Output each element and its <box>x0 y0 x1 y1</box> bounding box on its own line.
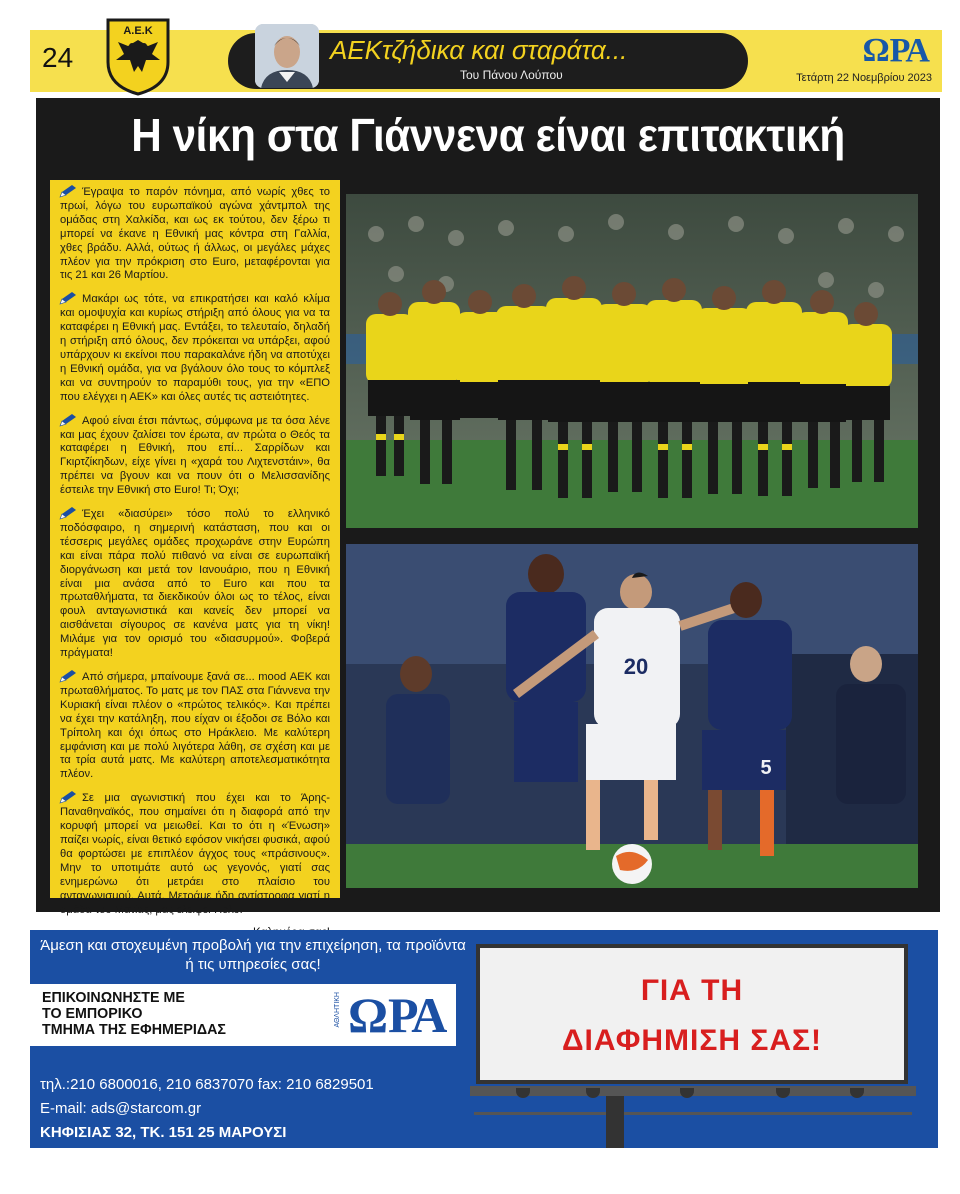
pen-icon <box>58 789 78 805</box>
aek-crest-logo <box>104 16 172 96</box>
billboard-lamp-icon <box>680 1088 694 1098</box>
page-header <box>30 25 942 92</box>
article-box <box>36 98 940 916</box>
jersey-number: 5 <box>760 757 772 779</box>
author-photo <box>255 24 319 88</box>
paragraph-text: Σε μια αγωνιστική που έχει και το Άρης-Παναθηναϊκός, που σημαίνει ότι η διαφορά από την κορυφή μπορεί να μειωθεί. Και το ότι η «Ένωση» παίζει νωρίς, είναι θετικό εφόσον νικήσει φυσικά, αφού θα φορτώσει με επιπλέον άγχος τους «πράσινους». Μην το υποτιμάτε αυτό ως γεγονός, γιατί σας ενημερώνω ότι μετράει στο πλαίσιο του ανταγωνισμού. Αυτά. Μετράμε ήδη αντίστροφα γιατί η ομάδα του Ματίας, μας έλειψε! Πολύ! <box>60 792 330 916</box>
pen-icon <box>58 183 78 199</box>
ad-tagline: Άμεση και στοχευμένη προβολή για την επιχείρηση, τα προϊόντα ή τις υπηρεσίες σας! <box>40 937 466 973</box>
ad-contact-line: ΤΜΗΜΑ ΤΗΣ ΕΦΗΜΕΡΙΔΑΣ <box>42 1021 226 1038</box>
ad-phone: τηλ.:210 6800016, 210 6837070 fax: 210 6829501 <box>40 1076 374 1093</box>
billboard-line: ΔΙΑΦΗΜΙΣΗ ΣΑΣ! <box>561 1024 823 1057</box>
billboard-lamp-icon <box>586 1088 600 1098</box>
paragraph <box>60 186 330 283</box>
column-title: ΑΕΚτζήδικα και σταράτα... <box>330 35 628 65</box>
pen-icon <box>58 668 78 684</box>
billboard-lamp-icon <box>776 1088 790 1098</box>
paragraph-text: Αφού είναι έτσι πάντως, σύμφωνα με τα όσα λένε και μας έχουν ζαλίσει τον έρωτα, αν πρώτα ο Θεός τα καταφέρει η Εθνική, που επί... Σαρρίδων και Γκιρτζίκηδων, είχε γίνει η «χαρά του Λιχτενστάιν», θα πρέπει να βγουν και να πουν ότι ο Μελισσανίδης έστειλε την Εθνική στο Euro! Τι; Όχι; <box>60 414 330 497</box>
paragraph <box>60 508 330 661</box>
ad-contact-line: ΕΠΙΚΟΙΝΩΝΗΣΤΕ ΜΕ <box>42 989 185 1006</box>
paragraph-text: Έγραψα το παρόν πόνημα, από νωρίς χθες το πρωί, λόγω του ευρωπαϊκού αγώνα χάντμπολ της ομάδας στη Χαλκίδα, και ως εκ τούτου, δεν ξέρω τι μπορεί να έκανε η Εθνική μας κόντρα στη Γαλλία, χθες βράδυ. Αλλά, ούτως ή άλλως, οι μεγάλες μάχες πλέον για την πρόκριση στο Euro, μεταφέρονται για τις 21 και 26 Μαρτίου. <box>60 186 330 282</box>
page-number: 24 <box>42 42 74 73</box>
billboard-catwalk <box>474 1112 912 1115</box>
ad-contact-box <box>30 984 456 1046</box>
match-action-photo <box>346 544 918 888</box>
pen-icon <box>58 290 78 306</box>
paragraph-text: Έχει «διασύρει» τόσο πολύ το ελληνικό ποδόσφαιρο, η σημερινή κατάσταση, που και οι τέσσερις μεγάλες ομάδες προχωράνε στην Ευρώπη και είναι πάρα πολύ πιθανό να είναι σε ευρωπαϊκή διοργάνωση και μετά τον Ιανουάριο, που η Εθνική είναι μια ανάσα από το Euro και που τα πρωταθλήματα, τα διεκδικούν όλοι ως το τέλος, είναι φουλ ανταγωνιστικά και κανείς δεν μπορεί να αισθάνεται σίγουρος σε κανένα ματς για τη νίκη! Μιλάμε για τον ορισμό του «διασυρμού». Φοβερά πράγματα! <box>60 508 330 660</box>
headline: Η νίκη στα Γιάννενα είναι επιτακτική <box>131 109 845 161</box>
paragraph <box>60 293 330 404</box>
billboard-line: ΓΙΑ ΤΗ <box>640 974 744 1007</box>
pen-icon <box>58 412 78 428</box>
ad-address: ΚΗΦΙΣΙΑΣ 32, ΤΚ. 151 25 ΜΑΡΟΥΣΙ <box>40 1124 287 1141</box>
paragraph-text: Μακάρι ως τότε, να επικρατήσει και καλό κλίμα και ομοψυχία και κυρίως στήριξη από όλους για να τα καταφέρει η Εθνική μας. Εντάξει, το τελευταίο, δηλαδή η στήριξη από όλους, δεν πρόκειται να υπάρξει, αφού υπάρχουν κι εκείνοι που παρακαλάνε ήδη να αποτύχει η Εθνική ομάδα, για να βγάλουν όλο τους το κόμπλεξ και να συντηρούν το παραμύθι τους, για την «ΕΠΟ που ελέγχει η ΑΕΚ» και όλες αυτές τις αστειότητες. <box>60 293 330 403</box>
ad-contact-line: ΤΟ ΕΜΠΟΡΙΚΟ <box>42 1005 143 1022</box>
billboard <box>476 944 908 1084</box>
ad-logo: ΩΡΑ <box>348 987 448 1043</box>
paragraph <box>60 671 330 782</box>
jersey-number: 20 <box>623 654 649 679</box>
column-author: Του Πάνου Λούπου <box>460 68 563 82</box>
advertisement <box>30 930 938 1148</box>
billboard-post <box>606 1096 624 1148</box>
newspaper-logo: ΩΡΑ <box>862 32 930 69</box>
crest-text: Α.Ε.Κ <box>123 25 153 37</box>
billboard-lamp-icon <box>850 1088 864 1098</box>
billboard-lamp-icon <box>516 1088 530 1098</box>
paragraph <box>60 792 330 917</box>
pen-icon <box>58 505 78 521</box>
issue-date: Τετάρτη 22 Νοεμβρίου 2023 <box>796 72 932 84</box>
paragraph <box>60 415 330 498</box>
ad-email: E-mail: ads@starcom.gr <box>40 1100 202 1117</box>
team-huddle-photo <box>346 194 918 528</box>
paragraph-text: Από σήμερα, μπαίνουμε ξανά σε... mood ΑΕΚ και πρωταθλήματος. Το ματς με τον ΠΑΣ στα Γιάννενα την Κυριακή είναι πλέον ο «πρώτος τελικός». Και πρέπει να έχει την κατάληξη, που είχαν οι έξοδοι σε Βόλο και Τρίπολη και όχι όπως στο Ηράκλειο. Με καλύτερη εμφάνιση και με πολύ λιγότερα λάθη, σε σχέση και με τα τρία αυτά ματς. Με καλύτερη αποτελεσματικότητα πλέον. <box>60 671 330 781</box>
ad-logo-subtitle: ΑΘΛΗΤΙΚΗ <box>334 992 341 1028</box>
ad-contact-text <box>42 990 226 1038</box>
article-text-column <box>50 180 340 916</box>
billboard-text <box>480 966 904 1066</box>
